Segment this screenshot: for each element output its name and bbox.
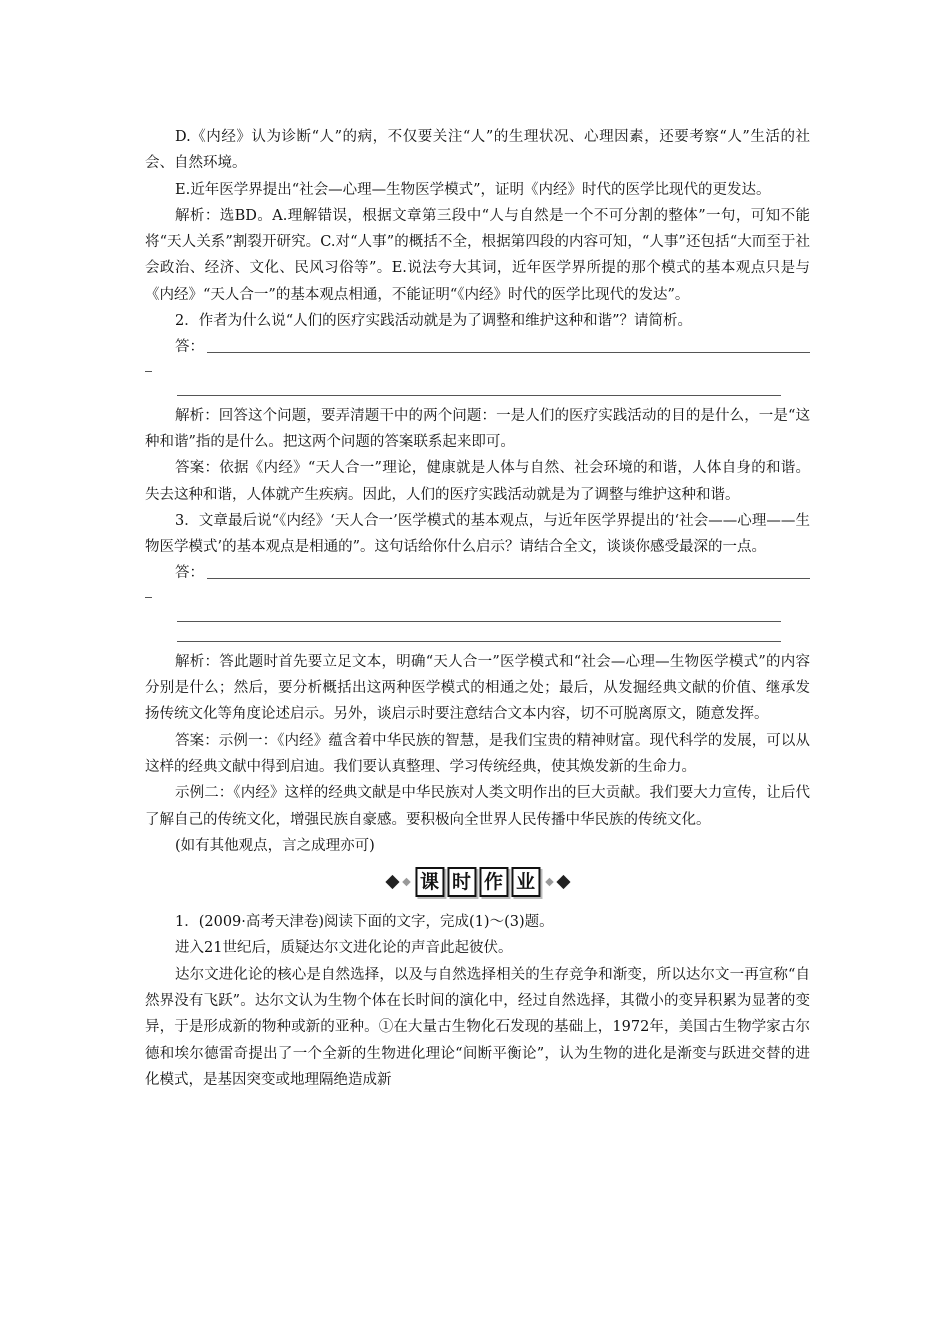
answer-blank-line[interactable] [145,609,810,629]
section-title-char: 作 [479,867,508,897]
answer-blank-line[interactable] [145,629,810,649]
section-title-char: 业 [511,867,540,897]
question2-answer-field[interactable] [145,334,810,360]
answer-line [207,352,810,353]
option-e-text: E.近年医学界提出“社会—心理—生物医学模式”，证明《内经》时代的医学比现代的更发达。 [175,181,771,198]
question3-note: (如有其他观点，言之成理亦可) [175,837,375,854]
section-title-char: 课 [415,867,444,897]
reading-paragraph: 进入21世纪后，质疑达尔文进化论的声音此起彼伏。 [175,940,513,957]
question2-analysis: 解析：回答这个问题，要弄清题干中的两个问题：一是人们的医疗实践活动的目的是什么，一是“这种和谐”指的是什么。把这两个问题的答案联系起来即可。 [145,407,810,450]
section-banner [145,863,810,903]
question3-text: 3．文章最后说“《内经》‘天人合一’医学模式的基本观点，与近年医学界提出的‘社会——心理——生物医学模式’的基本观点是相通的”。这句话给你什么启示？请结合全文，谈谈你感受最深的一点。 [145,512,810,556]
question1-analysis: 解析：选BD。A.理解错误，根据文章第三段中“人与自然是一个不可分割的整体”一句，可知不能将“天人关系”割裂开研究。C.对“人事”的概括不全，根据第四段的内容可知，“人事”还包括“大而至于社会政治、经济、文化、民风习俗等”。E.说法夸大其词，近年医学界所提的那个模式的基本观点只是与《内经》“天人合一”的基本观点相通，不能证明“《内经》时代的医学比现代的发达”。 [145,207,810,303]
question2-text: 2．作者为什么说“人们的医疗实践活动就是为了调整和维护这种和谐”？请简析。 [175,313,693,330]
diamond-icon [545,878,553,886]
question3-answer-example2: 示例二：《内经》这样的经典文献是中华民族对人类文明作出的巨大贡献。我们要大力宣传，让后代了解自己的传统文化，增强民族自豪感。要积极向全世界人民传播中华民族的传统文化。 [145,785,810,828]
answer-label: 答： [175,565,204,582]
reading-paragraph: 达尔文进化论的核心是自然选择，以及与自然选择相关的生存竞争和渐变，所以达尔文一再宣称“自然界没有飞跃”。达尔文认为生物个体在长时间的演化中，经过自然选择，其微小的变异积累为显著的变异，于是形成新的物种或新的亚种。①在大量古生物化石发现的基础上，1972年，美国古生物学家古尔德和埃尔德雷奇提出了一个全新的生物进化理论“间断平衡论”，认为生物的进化是渐变与跃进交替的进化模式，是基因突变或地理隔绝造成新 [145,966,810,1088]
question2-answer: 答案：依据《内经》“天人合一”理论，健康就是人体与自然、社会环境的和谐，人体自身的和谐。失去这种和谐，人体就产生疾病。因此，人们的医疗实践活动就是为了调整与维护这种和谐。 [145,460,810,503]
answer-blank-line[interactable] [145,383,810,403]
homework-question1: 1．(2009·高考天津卷)阅读下面的文字，完成(1)～(3)题。 [175,914,554,931]
answer-label: 答： [175,339,204,356]
diamond-icon [385,875,399,889]
diamond-icon [556,875,570,889]
diamond-icon [402,878,410,886]
section-title-char: 时 [447,867,476,897]
question3-answer-field[interactable] [145,560,810,586]
line-continuation-mark [145,361,810,383]
document-page [145,124,810,1093]
line-continuation-mark [145,587,810,609]
option-d-text: D.《内经》认为诊断“人”的病，不仅要关注“人”的生理状况、心理因素，还要考察“人”生活的社会、自然环境。 [145,129,810,172]
answer-line [207,578,810,579]
section-title [415,867,540,897]
question3-answer-example1: 答案：示例一：《内经》蕴含着中华民族的智慧，是我们宝贵的精神财富。现代科学的发展，可以从这样的经典文献中得到启迪。我们要认真整理、学习传统经典，使其焕发新的生命力。 [145,732,810,775]
question3-analysis: 解析：答此题时首先要立足文本，明确“天人合一”医学模式和“社会—心理—生物医学模式”的内容分别是什么；然后，要分析概括出这两种医学模式的相通之处；最后，从发掘经典文献的价值、继承发扬传统文化等角度论述启示。另外，谈启示时要注意结合文本内容，切不可脱离原文，随意发挥。 [145,653,810,723]
